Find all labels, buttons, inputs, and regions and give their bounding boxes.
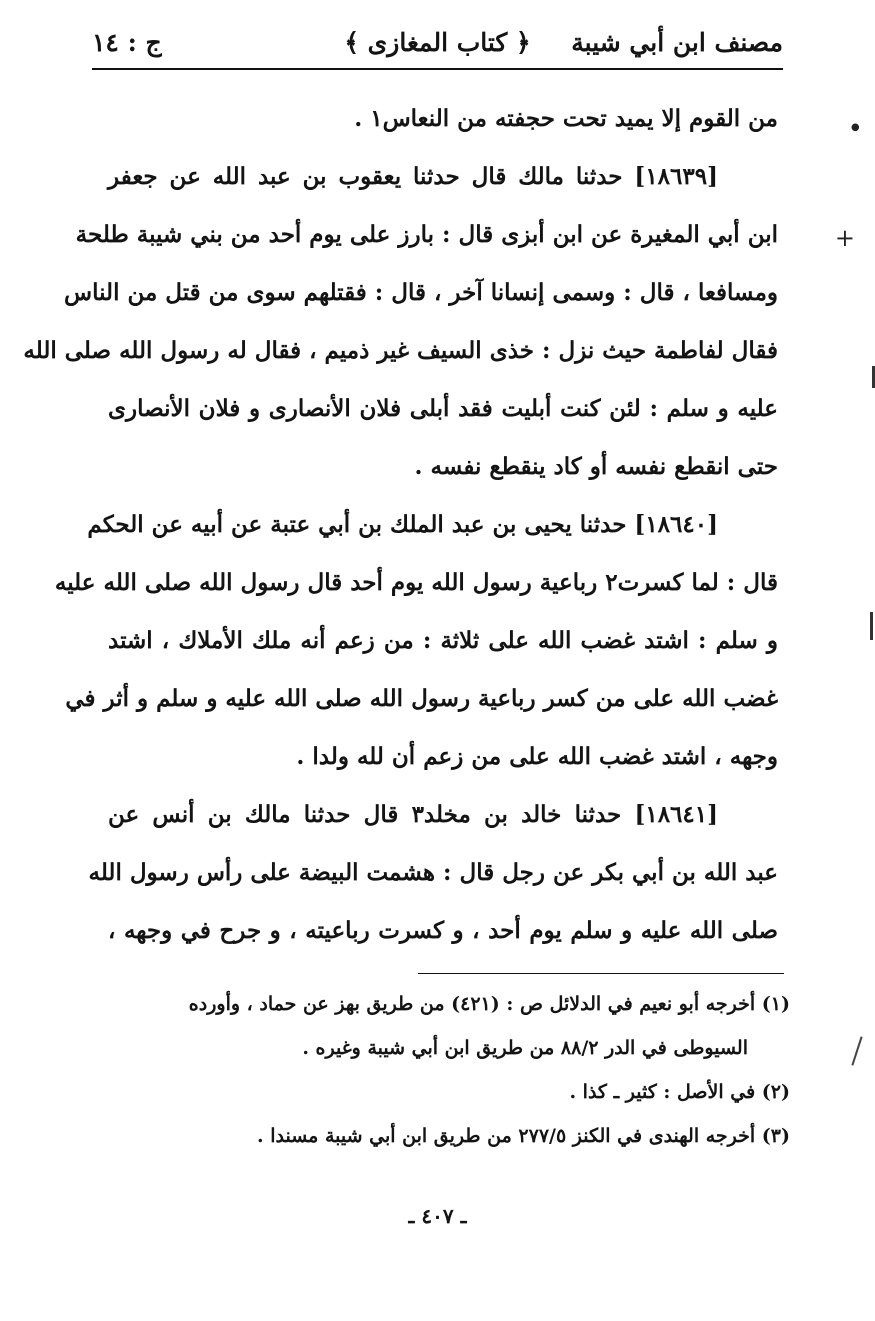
text-line: حتى انقطع نفسه أو كاد ينقطع نفسه . [414, 453, 778, 480]
page-header [92, 22, 783, 68]
text-line: عليه و سلم : لئن كنت أبليت فقد أبلى فلان الأنصارى و فلان الأنصارى [108, 395, 778, 422]
text-line: فقال لفاطمة حيث نزل : خذى السيف غير ذميم ، فقال له رسول الله صلى الله [23, 337, 778, 364]
footnote-rule [418, 973, 784, 974]
footnote-1-continued: السيوطى في الدر ٨٨/٢ من طريق ابن أبي شيبة وغيره . [302, 1037, 748, 1059]
text-line: من القوم إلا يميد تحت حجفته من النعاس١ . [354, 105, 778, 132]
text-line: عبد الله بن أبي بكر عن رجل قال : هشمت البيضة على رأس رسول الله [88, 859, 778, 886]
text-line: ومسافعا ، قال : وسمى إنسانا آخر ، قال : فقتلهم سوى من قتل من الناس [64, 279, 778, 306]
chapter-title: ﴿ كتاب المغازى ﴾ [344, 28, 531, 57]
margin-cross-mark: + [834, 224, 855, 252]
footnote-1: (١) أخرجه أبو نعيم في الدلائل ص : (٤٢١) من طريق بهز عن حماد ، وأورده [188, 993, 790, 1015]
text-line: ابن أبي المغيرة عن ابن أبزى قال : بارز على يوم أحد من بني شيبة طلحة [75, 221, 778, 248]
footnotes [100, 982, 790, 1158]
text-line: و سلم : اشتد غضب الله على ثلاثة : من زعم أنه ملك الأملاك ، اشتد [108, 627, 778, 654]
book-title: مصنف ابن أبي شيبة [571, 28, 783, 57]
text-line: قال : لما كسرت٢ رباعية رسول الله يوم أحد قال رسول الله صلى الله عليه [54, 569, 778, 596]
volume-number: ج : ١٤ [92, 28, 162, 57]
text-line: غضب الله على من كسر رباعية رسول الله صلى الله عليه و سلم و أثر في [65, 685, 778, 712]
hadith-text [23, 90, 778, 960]
text-line: صلى الله عليه و سلم يوم أحد ، و كسرت رباعيته ، و جرح في وجهه ، [108, 917, 778, 944]
hadith-18641-first-line: [١٨٦٤١] حدثنا خالد بن مخلد٣ قال حدثنا مالك بن أنس عن [108, 801, 719, 828]
margin-slash-mark [851, 1036, 862, 1065]
margin-dot-mark: • [847, 114, 863, 144]
text-line: وجهه ، اشتد غضب الله على من زعم أن لله ولدا . [296, 743, 778, 770]
hadith-18640-first-line: [١٨٦٤٠] حدثنا يحيى بن عبد الملك بن أبي عتبة عن أبيه عن الحكم [87, 511, 718, 538]
header-rule [92, 68, 783, 70]
hadith-18639-first-line: [١٨٦٣٩] حدثنا مالك قال حدثنا يعقوب بن عبد الله عن جعفر [108, 163, 718, 190]
page-number: ـ ٤٠٧ ـ [408, 1204, 467, 1228]
margin-tick-mark [870, 612, 873, 640]
footnote-3: (٣) أخرجه الهندى في الكنز ٢٧٧/٥ من طريق ابن أبي شيبة مسندا . [256, 1125, 790, 1147]
footnote-2: (٢) في الأصل : كثير ـ كذا . [569, 1081, 790, 1103]
